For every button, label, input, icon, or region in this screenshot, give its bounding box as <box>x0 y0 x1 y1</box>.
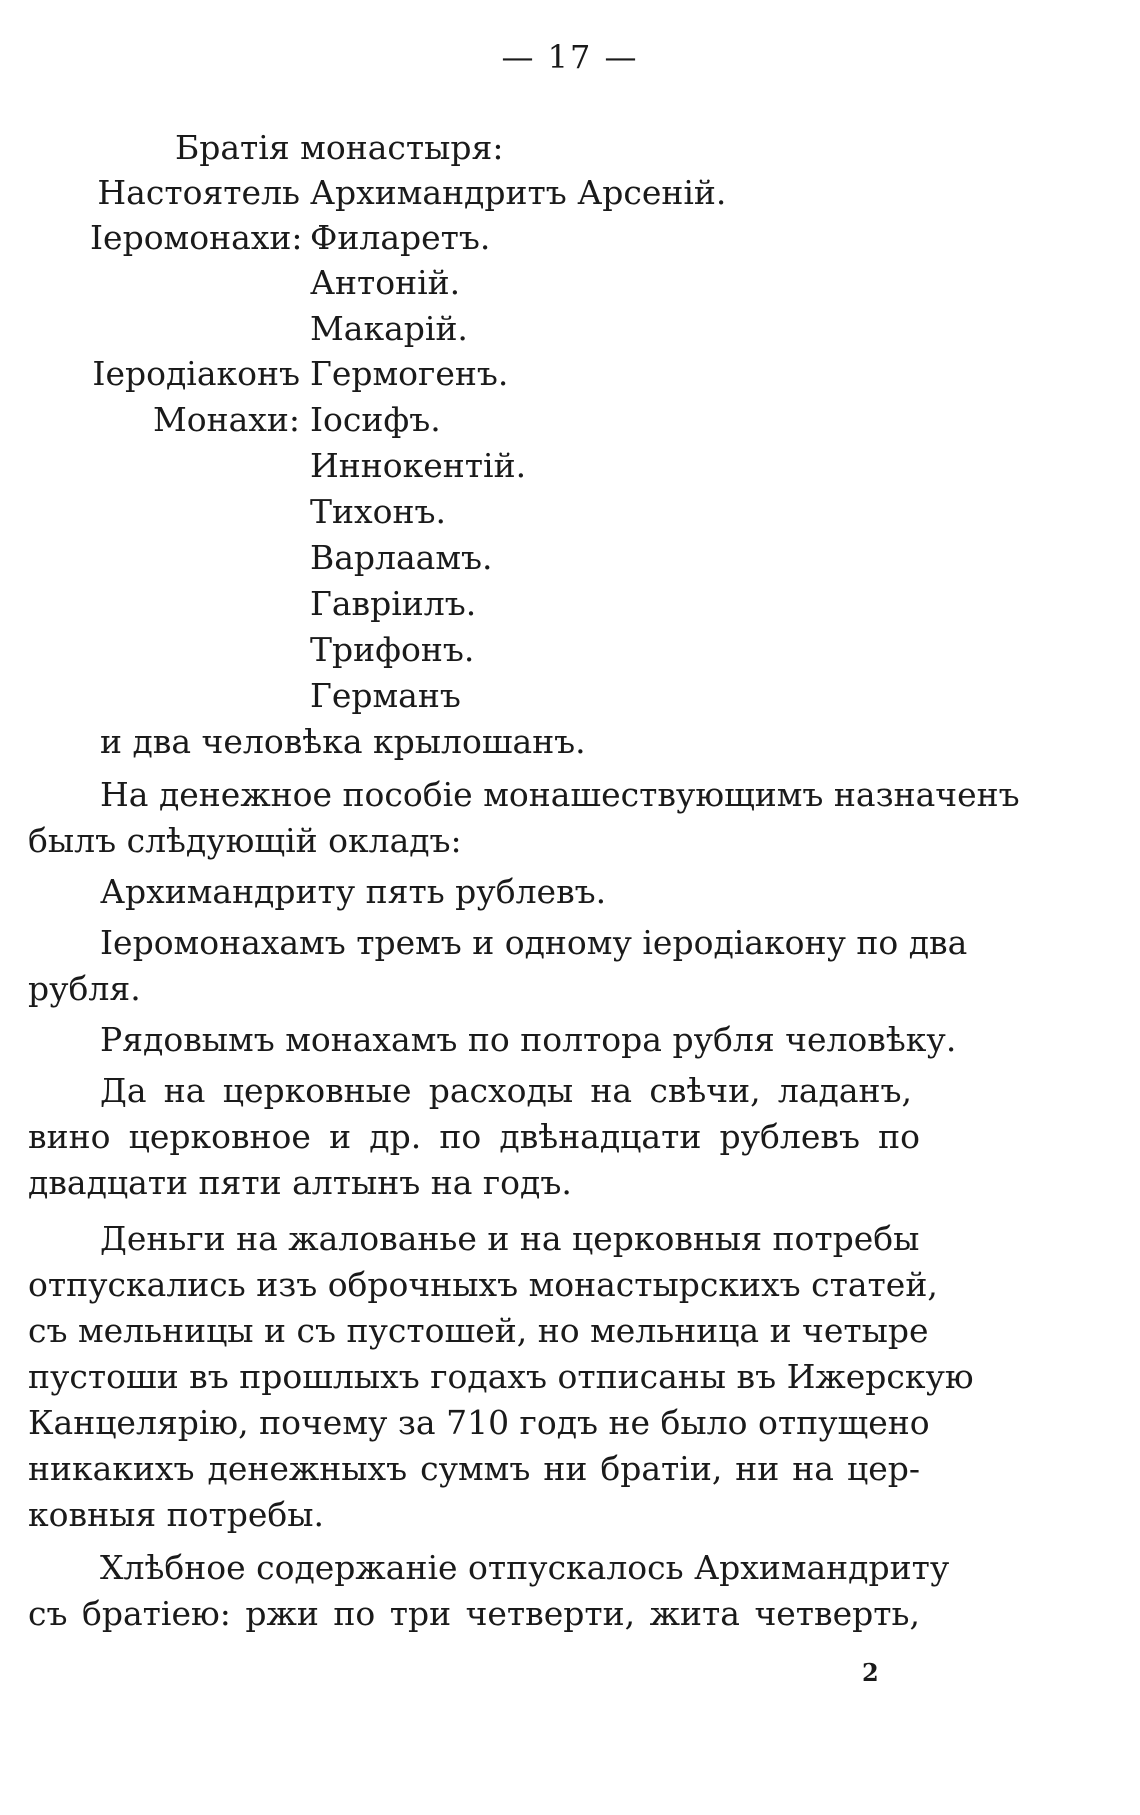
text-line: Да на церковные расходы на свѣчи, ладанъ, <box>100 1071 912 1110</box>
text-line: пустоши въ прошлыхъ годахъ отписаны въ Ижерскую <box>28 1357 974 1396</box>
role-label: Іеродіаконъ <box>92 354 300 393</box>
text-line: рубля. <box>28 969 141 1008</box>
text-line: Канцелярію, почему за 710 годъ не было отпущено <box>28 1403 930 1442</box>
page-number: — 17 — <box>501 38 639 76</box>
brethren-heading: Братія монастыря: <box>175 128 504 167</box>
text-line: двадцати пяти алтынъ на годъ. <box>28 1163 572 1202</box>
text-line: На денежное пособіе монашествующимъ назначенъ <box>100 775 1020 814</box>
text-line: отпускались изъ оброчныхъ монастырскихъ статей, <box>28 1265 938 1304</box>
text-line: Деньги на жалованье и на церковныя потребы <box>100 1219 920 1258</box>
member-name: Иннокентій. <box>310 446 527 485</box>
member-name: Тихонъ. <box>310 492 446 531</box>
brethren-footer: и два человѣка крылошанъ. <box>100 722 586 761</box>
member-name: Варлаамъ. <box>310 538 493 577</box>
text-line: ковныя потребы. <box>28 1495 325 1534</box>
text-line: былъ слѣдующій окладъ: <box>28 821 462 860</box>
member-name: Гермогенъ. <box>310 354 509 393</box>
text-line: вино церковное и др. по двѣнадцати рублевъ по <box>28 1117 920 1156</box>
role-label: Настоятель <box>97 173 300 212</box>
member-name: Германъ <box>310 676 461 715</box>
paragraph-archimandrite: Архимандриту пять рублевъ. <box>100 872 607 911</box>
signature-mark: 2 <box>862 1658 879 1687</box>
member-name: Архимандритъ Арсеній. <box>310 173 727 212</box>
text-line: Хлѣбное содержаніе отпускалось Архимандриту <box>100 1548 950 1587</box>
text-line: Іеромонахамъ тремъ и одному іеродіакону по два <box>100 923 968 962</box>
text-line: никакихъ денежныхъ суммъ ни братіи, ни на цер- <box>28 1449 920 1488</box>
member-name: Антоній. <box>310 263 461 302</box>
member-name: Іосифъ. <box>310 400 441 439</box>
paragraph-monks: Рядовымъ монахамъ по полтора рубля человѣку. <box>100 1020 957 1059</box>
role-label: Іеромонахи: <box>90 218 303 257</box>
role-label: Монахи: <box>152 400 300 439</box>
member-name: Трифонъ. <box>310 630 475 669</box>
member-name: Гавріилъ. <box>310 584 477 623</box>
text-line: съ мельницы и съ пустошей, но мельница и четыре <box>28 1311 929 1350</box>
member-name: Макарій. <box>310 309 468 348</box>
text-line: съ братіею: ржи по три четверти, жита четверть, <box>28 1594 920 1633</box>
member-name: Филаретъ. <box>310 218 491 257</box>
